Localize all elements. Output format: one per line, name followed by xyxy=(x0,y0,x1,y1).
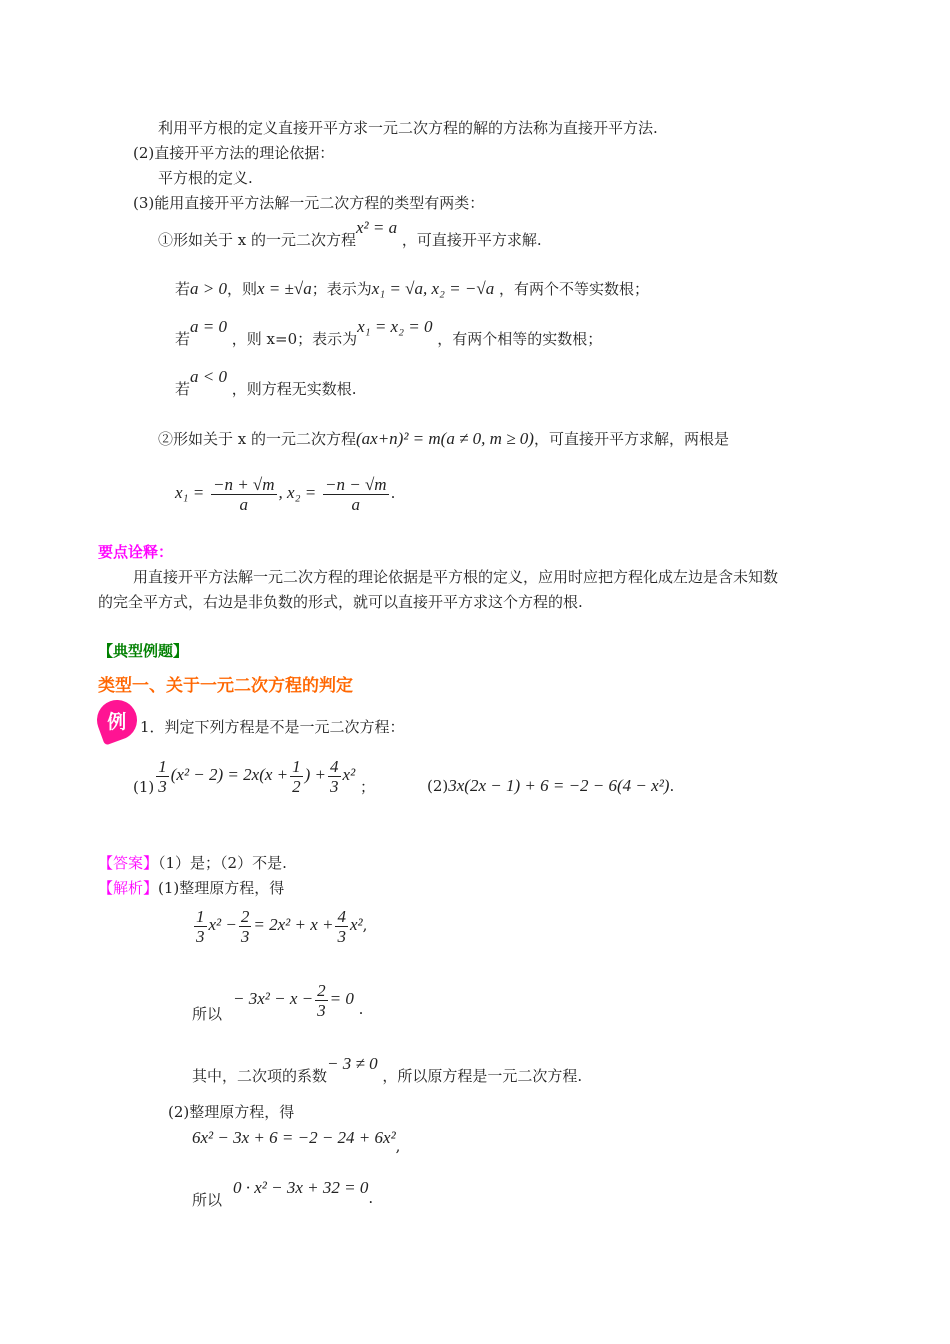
text: ，则 x=0；表示为 xyxy=(231,330,358,348)
text: 若 xyxy=(175,380,191,398)
math: − 3x² − x − xyxy=(233,989,314,1008)
math: a > 0 xyxy=(190,279,227,298)
equation-2 xyxy=(427,776,674,796)
text: 若 xyxy=(175,280,191,298)
analysis-line xyxy=(98,878,284,898)
denominator: 3 xyxy=(196,926,205,946)
numerator: 4 xyxy=(330,756,339,776)
numerator: 1 xyxy=(158,756,167,776)
math: x₁ = √a, x₂ = −√a xyxy=(371,279,495,298)
analysis-eq-2 xyxy=(233,976,363,1022)
numerator: 4 xyxy=(337,906,346,926)
denominator: 3 xyxy=(330,776,339,796)
fraction xyxy=(290,757,303,796)
numerator: −n + √m xyxy=(212,474,275,494)
so-label-2: 所以 xyxy=(192,1191,223,1209)
answer-line xyxy=(98,853,287,873)
fraction xyxy=(328,757,341,796)
denominator: 3 xyxy=(158,776,167,796)
math: = 2x² + x + xyxy=(253,915,334,934)
coefficient-line xyxy=(192,1054,583,1086)
math: x² − xyxy=(208,915,237,934)
fraction xyxy=(194,907,207,946)
case-negative xyxy=(175,367,357,399)
denominator: 3 xyxy=(337,926,346,946)
fraction xyxy=(211,475,277,514)
text: 其中，二次项的系数 xyxy=(192,1067,328,1085)
text: (1)整理原方程，得 xyxy=(158,879,285,897)
case-positive xyxy=(175,279,649,299)
analysis-step-2: (2)整理原方程，得 xyxy=(168,1103,295,1121)
math: a = 0 xyxy=(190,317,227,336)
denominator: 3 xyxy=(317,1000,326,1020)
math: 6x² − 3x + 6 = −2 − 24 + 6x² xyxy=(192,1128,396,1147)
case-zero xyxy=(175,317,603,349)
fraction xyxy=(156,757,169,796)
theory-basis-heading: (2)直接开平方法的理论依据： xyxy=(133,144,335,162)
math: − 3 ≠ 0 xyxy=(327,1054,378,1073)
math: x = ±√a xyxy=(257,279,312,298)
math: x² xyxy=(349,915,363,934)
text: ，有两个相等的实数根； xyxy=(437,330,603,348)
numerator: 2 xyxy=(317,980,326,1000)
answer-label: 【答案】 xyxy=(98,854,159,872)
denominator: a xyxy=(239,494,248,514)
text: ，有两个不等实数根； xyxy=(499,280,650,298)
math: (x² − 2) = 2x(x + xyxy=(170,765,289,784)
text: , xyxy=(362,916,368,934)
math: = 0 xyxy=(329,989,354,1008)
denominator: 3 xyxy=(240,926,250,946)
numerator: −n − √m xyxy=(325,474,387,494)
so-label-1: 所以 xyxy=(192,1005,223,1023)
label: (2) xyxy=(427,777,449,795)
fraction xyxy=(323,475,389,514)
key-points-p1: 用直接开平方法解一元二次方程的理论依据是平方根的定义，应用时应把方程化成左边是含未知数 xyxy=(133,568,779,586)
denominator: 2 xyxy=(292,776,301,796)
question-1: 1．判定下列方程是不是一元二次方程： xyxy=(140,718,405,736)
text: ； xyxy=(359,778,375,796)
answer-text: （1）是；（2）不是. xyxy=(158,854,287,872)
example-badge-icon xyxy=(91,694,142,745)
math: , x₂ = xyxy=(278,483,317,502)
math: 3x(2x − 1) + 6 = −2 − 6(4 − x²) xyxy=(448,776,670,795)
math: (ax+n)² = m(a ≠ 0, m ≥ 0) xyxy=(356,429,534,448)
key-points-title: 要点诠释： xyxy=(98,543,174,561)
equation-1 xyxy=(133,752,375,798)
fraction xyxy=(315,981,328,1020)
math: x² xyxy=(342,765,356,784)
text: , xyxy=(395,1137,401,1155)
math: ) + xyxy=(304,765,327,784)
math: 0 · x² − 3x + 32 = 0 xyxy=(233,1178,369,1197)
text: ②形如关于 x 的一元二次方程 xyxy=(158,430,356,448)
fraction xyxy=(239,907,252,946)
numerator: 1 xyxy=(196,906,205,926)
math: a < 0 xyxy=(190,367,227,386)
type1-line xyxy=(158,218,542,250)
text: ，则方程无实数根. xyxy=(231,380,357,398)
text: . xyxy=(358,1000,364,1018)
theory-basis-text: 平方根的定义. xyxy=(158,169,253,187)
analysis-eq-4 xyxy=(233,1178,374,1207)
roots-formula xyxy=(175,470,395,516)
type2-line xyxy=(158,429,729,449)
label: (1) xyxy=(133,778,155,796)
typical-examples-heading: 【典型例题】 xyxy=(98,642,189,660)
analysis-eq-3 xyxy=(192,1128,401,1155)
numerator: 1 xyxy=(292,756,301,776)
text: ，可直接开平方求解，两根是 xyxy=(533,430,729,448)
text: . xyxy=(669,777,675,795)
text: ，可直接开平方求解. xyxy=(401,231,542,249)
types-heading: (3)能用直接开平方法解一元二次方程的类型有两类： xyxy=(133,194,485,212)
text: ，所以原方程是一元二次方程. xyxy=(382,1067,583,1085)
badge-text: 例 xyxy=(107,710,127,733)
math: x₁ = xyxy=(175,483,205,502)
text: . xyxy=(390,484,396,502)
definition-line: 利用平方根的定义直接开平方求一元二次方程的解的方法称为直接开平方法. xyxy=(158,119,658,137)
denominator: a xyxy=(351,494,361,514)
fraction xyxy=(335,907,348,946)
math-x2-eq-a: x² = a xyxy=(356,218,398,237)
analysis-label: 【解析】 xyxy=(98,879,159,897)
numerator: 2 xyxy=(240,906,250,926)
math: x₁ = x₂ = 0 xyxy=(357,317,433,336)
text: ，则 xyxy=(227,280,258,298)
text: . xyxy=(368,1189,374,1207)
text: ①形如关于 x 的一元二次方程 xyxy=(158,231,356,249)
text: ；表示为 xyxy=(311,280,372,298)
type1-heading: 类型一、关于一元二次方程的判定 xyxy=(98,676,353,696)
analysis-eq-1 xyxy=(192,902,367,948)
key-points-p2: 的完全平方式，右边是非负数的形式，就可以直接开平方求这个方程的根. xyxy=(98,593,583,611)
text: 若 xyxy=(175,330,191,348)
